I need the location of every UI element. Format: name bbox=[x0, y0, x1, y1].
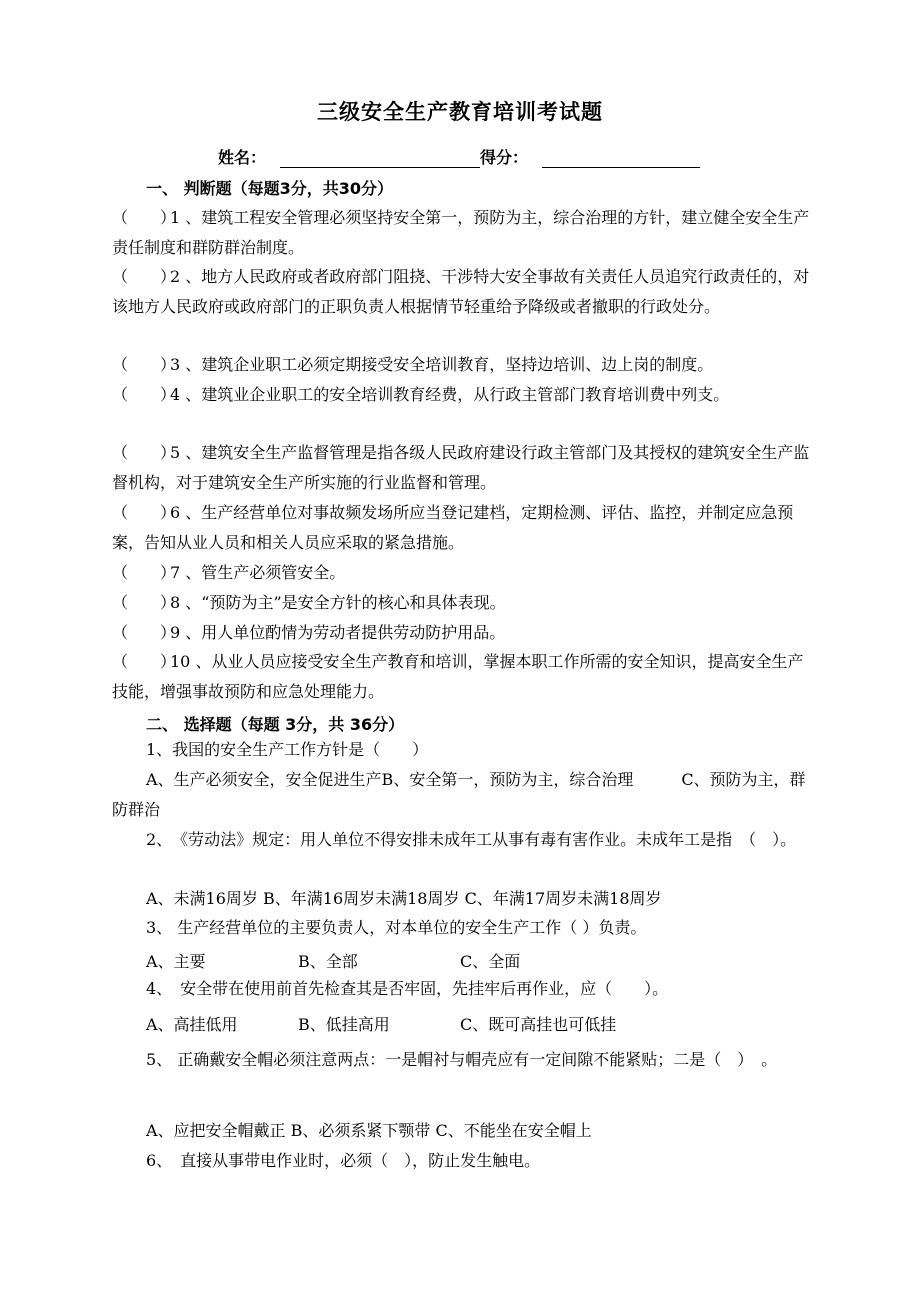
answer-paren[interactable]: （ ） bbox=[112, 563, 177, 582]
mc-question-3: 3、 生产经营单位的主要负责人，对本单位的安全生产工作（ ）负责。 bbox=[146, 918, 647, 937]
mc-question-5: 5、 正确戴安全帽必须注意两点：一是帽衬与帽壳应有一定间隙不能紧贴；二是（ ） 。 bbox=[146, 1050, 778, 1069]
page-title: 三级安全生产教育培训考试题 bbox=[317, 100, 603, 124]
option-a[interactable]: A、主要 bbox=[146, 952, 206, 971]
option-a[interactable]: A、高挂低用 bbox=[146, 1015, 238, 1034]
option-c[interactable]: C、全面 bbox=[460, 952, 521, 971]
score-blank[interactable] bbox=[542, 149, 700, 168]
tf-question-3: （ ）3 、建筑企业职工必须定期接受安全培训教育，坚持边培训、边上岗的制度。 bbox=[112, 350, 812, 380]
answer-paren[interactable]: （ ） bbox=[112, 652, 177, 671]
option-c[interactable]: C、既可高挂也可低挂 bbox=[460, 1015, 617, 1034]
mc-question-2-options: A、未满16周岁 B、年满16周岁未满18周岁 C、年满17周岁未满18周岁 bbox=[146, 889, 662, 908]
tf-question-10: （ ）10 、从业人员应接受安全生产教育和培训，掌握本职工作所需的安全知识，提高安全生产技能，增强事故预防和应急处理能力。 bbox=[112, 647, 812, 707]
mc-question-4: 4、 安全带在使用前首先检查其是否牢固，先挂牢后再作业，应（ ）。 bbox=[146, 979, 669, 998]
answer-paren[interactable]: （ ） bbox=[112, 443, 177, 462]
tf-question-2: （ ）2 、地方人民政府或者政府部门阻挠、干涉特大安全事故有关责任人员追究行政责任的，对该地方人民政府或政府部门的正职负责人根据情节轻重给予降级或者撤职的行政处分。 bbox=[112, 262, 812, 322]
score-label: 得分： bbox=[480, 148, 529, 167]
mc-question-6: 6、 直接从事带电作业时，必须（ ），防止发生触电。 bbox=[146, 1151, 541, 1170]
tf-question-1: （ ）1 、建筑工程安全管理必须坚持安全第一，预防为主，综合治理的方针，建立健全安全生产责任制度和群防群治制度。 bbox=[112, 203, 812, 263]
answer-paren[interactable]: （ ） bbox=[112, 267, 177, 286]
name-label: 姓名： bbox=[218, 148, 267, 167]
answer-paren[interactable]: （ ） bbox=[112, 385, 177, 404]
answer-paren[interactable]: （ ） bbox=[112, 623, 177, 642]
mc-question-2: 2、 《劳动法》规定：用人单位不得安排未成年工从事有毒有害作业。未成年工是指 （ ）。 bbox=[146, 830, 797, 849]
tf-question-7: （ ）7 、管生产必须管安全。 bbox=[112, 558, 812, 588]
answer-paren[interactable]: （ ） bbox=[112, 503, 177, 522]
tf-question-9: （ ）9 、用人单位酌情为劳动者提供劳动防护用品。 bbox=[112, 618, 812, 648]
name-score-row bbox=[218, 145, 700, 168]
option-b[interactable]: B、全部 bbox=[298, 952, 358, 971]
name-blank[interactable] bbox=[280, 149, 480, 168]
mc-question-4-options bbox=[146, 1012, 616, 1035]
mc-question-1-options: A、生产必须安全，安全促进生产B、安全第一，预防为主，综合治理 C、预防为主，群防群治 bbox=[112, 770, 806, 819]
mc-question-5-options: A、应把安全帽戴正 B、必须系紧下颚带 C、不能坐在安全帽上 bbox=[146, 1121, 592, 1140]
tf-question-5: （ ）5 、建筑安全生产监督管理是指各级人民政府建设行政主管部门及其授权的建筑安全生产监督机构，对于建筑安全生产所实施的行业监督和管理。 bbox=[112, 438, 812, 498]
answer-paren[interactable]: （ ） bbox=[112, 593, 177, 612]
mc-question-1: 1、我国的安全生产工作方针是（ ） bbox=[146, 740, 429, 759]
mc-question-3-options bbox=[146, 949, 520, 972]
tf-question-8: （ ）8 、“预防为主”是安全方针的核心和具体表现。 bbox=[112, 588, 812, 618]
section1-heading: 一、 判断题（每题3分，共30分） bbox=[146, 179, 393, 198]
tf-question-6: （ ）6 、生产经营单位对事故频发场所应当登记建档，定期检测、评估、监控，并制定应急预案，告知从业人员和相关人员应采取的紧急措施。 bbox=[112, 498, 812, 558]
tf-question-4: （ ）4 、建筑业企业职工的安全培训教育经费，从行政主管部门教育培训费中列支。 bbox=[112, 380, 812, 410]
option-b[interactable]: B、低挂高用 bbox=[298, 1015, 390, 1034]
answer-paren[interactable]: （ ） bbox=[112, 355, 177, 374]
answer-paren[interactable]: （ ） bbox=[112, 208, 177, 227]
section2-heading: 二、 选择题（每题 3分，共 36分） bbox=[146, 715, 405, 734]
